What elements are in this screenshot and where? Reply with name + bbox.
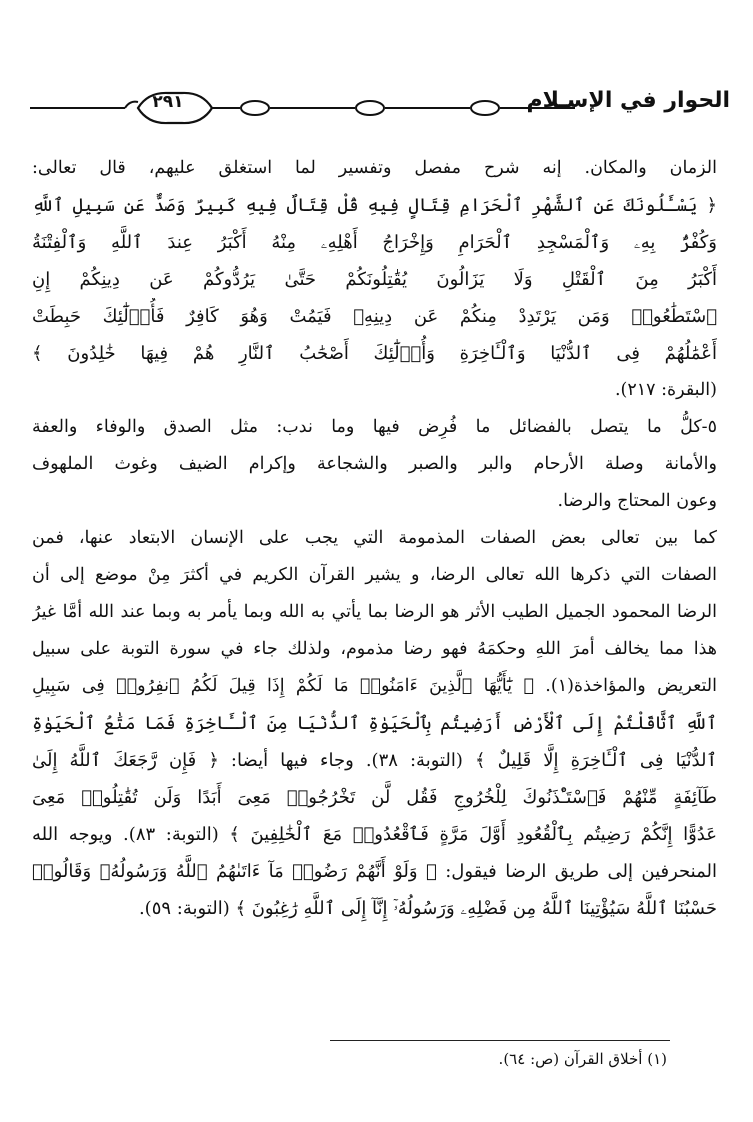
book-title: الحوار في الإسـلام [526, 88, 730, 113]
quran-verse-line: أَعْمَٰلُهُمْ فِى ٱلدُّنْيَا وَٱلْـَٔاخِرَةِ وَأُو۟لَٰٓئِكَ أَصْحَٰبُ ٱلنَّارِ هُمْ فِيهَا خَٰلِدُونَ ﴾ [32, 343, 717, 364]
text-line: الصفات التي ذكرها الله تعالى الرضا، و يشير القرآن الكريم في أكثرَ مِنْ موضع إلى أن [32, 565, 717, 585]
text-line: كما بين تعالى بعض الصفات المذمومة التي يجب على الإنسان الابتعاد عنها، فمن [32, 528, 717, 548]
text-line: الزمان والمكان. إنه شرح مفصل وتفسير لما استغلق عليهم، قال تعالى: [32, 158, 717, 178]
quran-verse-line: ﴿ يَسْـَٔلُونَكَ عَنِ ٱلشَّهْرِ ٱلْحَرَامِ قِتَالٍ فِيهِ قُلْ قِتَالٌ فِيهِ كَبِيرٌ وَصَدٌّ عَن سَبِيلِ ٱللَّهِ [32, 195, 717, 216]
quran-verse-line: المنحرفين إلى طريق الرضا فيقول: ﴿ وَلَوْ أَنَّهُمْ رَضُوا۟ مَآ ءَاتَىٰهُمُ ٱللَّهُ وَرَسُولُهُۥ وَقَالُوا۟ [32, 861, 717, 882]
page-body [32, 150, 717, 927]
quran-verse-line: ٱللَّهِ ٱثَّاقَلْتُمْ إِلَى ٱلْأَرْضِ أَرَضِيتُم بِٱلْحَيَوٰةِ ٱلدُّنْيَا مِنَ ٱلْـَٔاخِرَةِ فَمَا مَتَٰعُ ٱلْحَيَوٰةِ [32, 713, 717, 734]
page-number: ٢٩١ [152, 92, 184, 112]
text-line: وعون المحتاج والرضا. [557, 491, 717, 511]
running-header [30, 88, 730, 128]
text-line: والأمانة وصلة الأرحام والبر والصبر والشجاعة وإكرام الضيف وغوث الملهوف [32, 454, 717, 474]
quran-verse-line: طَآئِفَةٍ مِّنْهُمْ فَٱسْتَـْٔذَنُوكَ لِلْخُرُوجِ فَقُل لَّن تَخْرُجُوا۟ مَعِىَ أَبَدًا وَلَن تُقَٰتِلُوا۟ مَعِىَ [32, 787, 717, 808]
header-ornament [30, 88, 590, 128]
text-line: ٥-كلُّ ما يتصل بالفضائل ما فُرِض فيها وما ندب: مثل الصدق والوفاء والعفة [32, 417, 717, 437]
footnote: (١) أخلاق القرآن (ص: ٦٤). [498, 1050, 667, 1068]
quran-verse-line: عَدُوًّا إِنَّكُمْ رَضِيتُم بِٱلْقُعُودِ أَوَّلَ مَرَّةٍ فَٱقْعُدُوا۟ مَعَ ٱلْخَٰلِفِينَ ﴾ (التوبة: ٨٣). ويوجه الله [32, 824, 717, 845]
quran-verse-line: أَكْبَرُ مِنَ ٱلْقَتْلِ وَلَا يَزَالُونَ يُقَٰتِلُونَكُمْ حَتَّىٰ يَرُدُّوكُمْ عَن دِينِكُمْ إِنِ [32, 269, 717, 290]
footnote-divider [330, 1040, 670, 1041]
quran-verse-line: ٱسْتَطَٰعُوا۟ وَمَن يَرْتَدِدْ مِنكُمْ عَن دِينِهِۦ فَيَمُتْ وَهُوَ كَافِرٌ فَأُو۟لَٰٓئِكَ حَبِطَتْ [32, 306, 717, 327]
text-line: الرضا المحمود الجميل الطيب الأثر هو الرضا بما يأتي به الله وبما يأمر به وبما عند الله أمَّا غيرُ [32, 602, 717, 622]
quran-verse-line: حَسْبُنَا ٱللَّهُ سَيُؤْتِينَا ٱللَّهُ مِن فَضْلِهِۦ وَرَسُولُهُۥٓ إِنَّآ إِلَى ٱللَّهِ رَٰغِبُونَ ﴾ (التوبة: ٥٩). [138, 898, 717, 919]
text-line: (البقرة: ٢١٧). [614, 380, 717, 400]
text-line: التعريض والمؤاخذة(١). ﴿ يَٰٓأَيُّهَا ٱلَّذِينَ ءَامَنُوا۟ مَا لَكُمْ إِذَا قِيلَ لَكُمُ ٱنفِرُوا۟ فِى سَبِيلِ [32, 676, 717, 696]
text-line: هذا مما يخالف أمرَ اللهِ وحكمَهُ فهو رضا مذموم، ولذلك جاء في سورة التوبة على سبيل [32, 639, 717, 659]
quran-verse-line: ٱلدُّنْيَا فِى ٱلْـَٔاخِرَةِ إِلَّا قَلِيلٌ ﴾ (التوبة: ٣٨). وجاء فيها أيضا: ﴿ فَإِن رَّجَعَكَ ٱللَّهُ إِلَىٰ [32, 750, 717, 771]
quran-verse-line: وَكُفْرٌۢ بِهِۦ وَٱلْمَسْجِدِ ٱلْحَرَامِ وَإِخْرَاجُ أَهْلِهِۦ مِنْهُ أَكْبَرُ عِندَ ٱللَّهِ وَٱلْفِتْنَةُ [32, 232, 717, 253]
